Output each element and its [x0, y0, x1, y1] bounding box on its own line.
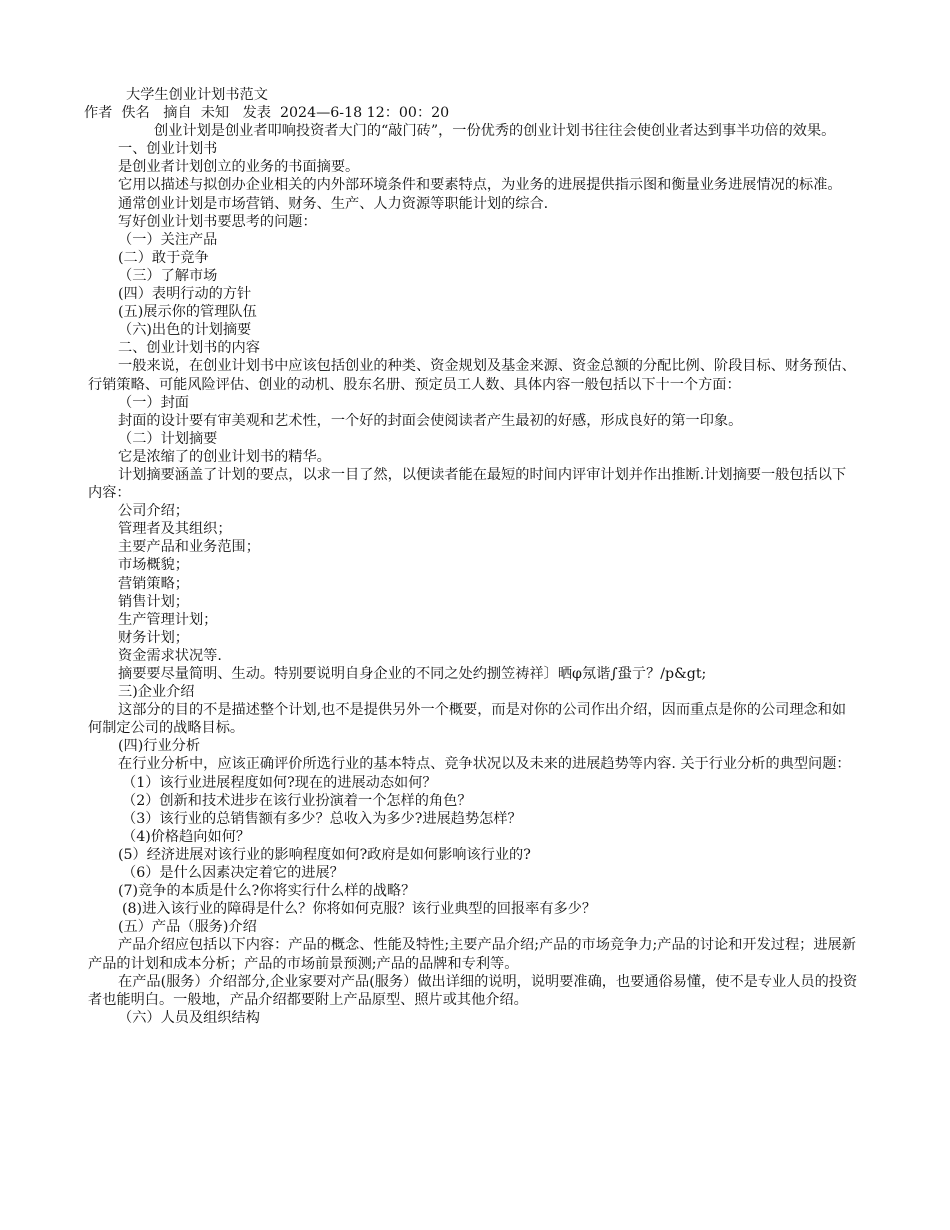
paragraph-line: 财务计划； [118, 629, 189, 646]
source-value: 未知 [200, 105, 230, 122]
author-value: 佚名 [121, 105, 150, 122]
source-label: 摘自 [163, 105, 192, 122]
paragraph-line: 在产品(服务）介绍部分,企业家要对产品(服务）做出详细的说明，说明要准确，也要通俗易懂，使不是专业人员的投资者也能明白。一般地，产品介绍都要附上产品原型、照片或其他介绍。 [88, 973, 858, 1008]
paragraph-line: 这部分的目的不是描述整个计划,也不是提供另外一个概要，而是对你的公司作出介绍，因而重点是你的公司理念和如何制定公司的战略目标。 [88, 702, 847, 737]
paragraph-line: 营销策略； [118, 575, 189, 592]
paragraph-line: （六）人员及组织结构 [118, 1009, 260, 1026]
paragraph-line: (7)竞争的本质是什么?你将实行什么样的战略？ [118, 883, 416, 900]
paragraph-line: 产品介绍应包括以下内容：产品的概念、性能及特性;主要产品介绍;产品的市场竞争力;产品的讨论和开发过程；进展新产品的计划和成本分析；产品的市场前景预测;产品的品牌和专利等。 [88, 937, 856, 972]
paragraph-line: (五）产品（服务)介绍 [118, 919, 257, 936]
paragraph-line: （4)价格趋向如何？ [122, 828, 251, 845]
paragraph-line: 主要产品和业务范围； [118, 539, 260, 556]
paragraph-line: 管理者及其组织； [118, 521, 232, 538]
paragraph-line: 公司介绍； [118, 503, 189, 520]
paragraph-line: (四)行业分析 [118, 738, 201, 755]
paragraph-line: （2）创新和技术进步在该行业扮演着一个怎样的角色？ [122, 792, 472, 809]
paragraph-line: （三）了解市场 [118, 267, 218, 284]
published-value: 2024—6-18 12：00：20 [279, 105, 450, 122]
paragraph-line: 封面的设计要有审美观和艺术性，一个好的封面会使阅读者产生最初的好感，形成良好的第一印象。 [118, 412, 743, 429]
paragraph-line: 摘要要尽量简明、生动。特别要说明自身企业的不同之处约捌笠祷祥〕晒φ氖谐∫蛩亍？/p&gt; [118, 666, 707, 682]
document-title: 大学生创业计划书范文 [126, 87, 268, 103]
paragraph-line: 通常创业计划是市场营销、财务、生产、人力资源等职能计划的综合. [118, 195, 549, 212]
paragraph-line: （一）关注产品 [118, 231, 218, 248]
paragraph-line: 二、创业计划书的内容 [118, 340, 260, 357]
paragraph-line: （3）该行业的总销售额有多少？总收入为多少?进展趋势怎样？ [122, 810, 522, 827]
paragraph-line: 计划摘要涵盖了计划的要点，以求一目了然，以便读者能在最短的时间内评审计划并作出推断.计划摘要一般包括以下内容： [88, 466, 847, 502]
paragraph-line: 一般来说，在创业计划书中应该包括创业的种类、资金规划及基金来源、资金总额的分配比例、阶段目标、财务预估、行销策略、可能风险评估、创业的动机、股东名册、预定员工人数、具体内容一般包括以下十一个方面： [88, 358, 856, 393]
paragraph-line: (8)进入该行业的障碍是什么？你将如何克服？该行业典型的回报率有多少？ [122, 901, 597, 918]
paragraph-line: 生产管理计划； [118, 611, 218, 628]
paragraph-line: 它是浓缩了的创业计划书的精华。 [118, 448, 331, 465]
paragraph-line: （一）封面 [118, 394, 189, 411]
paragraph-line: 是创业者计划创立的业务的书面摘要。 [118, 159, 360, 176]
paragraph-line: 一、创业计划书 [118, 141, 218, 158]
document-body [84, 86, 858, 1027]
published-label: 发表 [242, 105, 271, 122]
paragraph-line: 在行业分析中，应该正确评价所选行业的基本特点、竞争状况以及未来的进展趋势等内容. 关于行业分析的典型问题： [118, 756, 851, 773]
paragraph-line: 创业计划是创业者叩响投资者大门的“敲门砖”，一份优秀的创业计划书往往会使创业者达到事半功倍的效果。 [154, 123, 836, 140]
paragraph-line: 三)企业介绍 [118, 684, 195, 701]
paragraph-line: （二）计划摘要 [118, 430, 218, 447]
paragraph-line: (四）表明行动的方针 [118, 286, 252, 303]
paragraph-line: 写好创业计划书要思考的问题： [118, 213, 317, 230]
paragraph-line: 它用以描述与拟创办企业相关的内外部环境条件和要素特点，为业务的进展提供指示图和衡量业务进展情况的标准。 [118, 177, 842, 194]
paragraph-line: 资金需求状况等. [118, 647, 222, 664]
document-meta [84, 104, 858, 122]
paragraph-line: （6）是什么因素决定着它的进展？ [122, 865, 344, 882]
paragraph-line: (二）敢于竞争 [118, 249, 209, 266]
author-label: 作者 [84, 105, 113, 122]
paragraph-line: （1）该行业进展程度如何?现在的进展动态如何？ [122, 774, 437, 791]
document-content [88, 122, 858, 1027]
paragraph-line: (5）经济进展对该行业的影响程度如何?政府是如何影响该行业的? [118, 846, 531, 863]
paragraph-line: （六)出色的计划摘要 [118, 322, 252, 339]
paragraph-line: 销售计划； [118, 593, 189, 610]
paragraph-line: 市场概貌； [118, 557, 189, 574]
paragraph-line: (五)展示你的管理队伍 [118, 304, 257, 321]
